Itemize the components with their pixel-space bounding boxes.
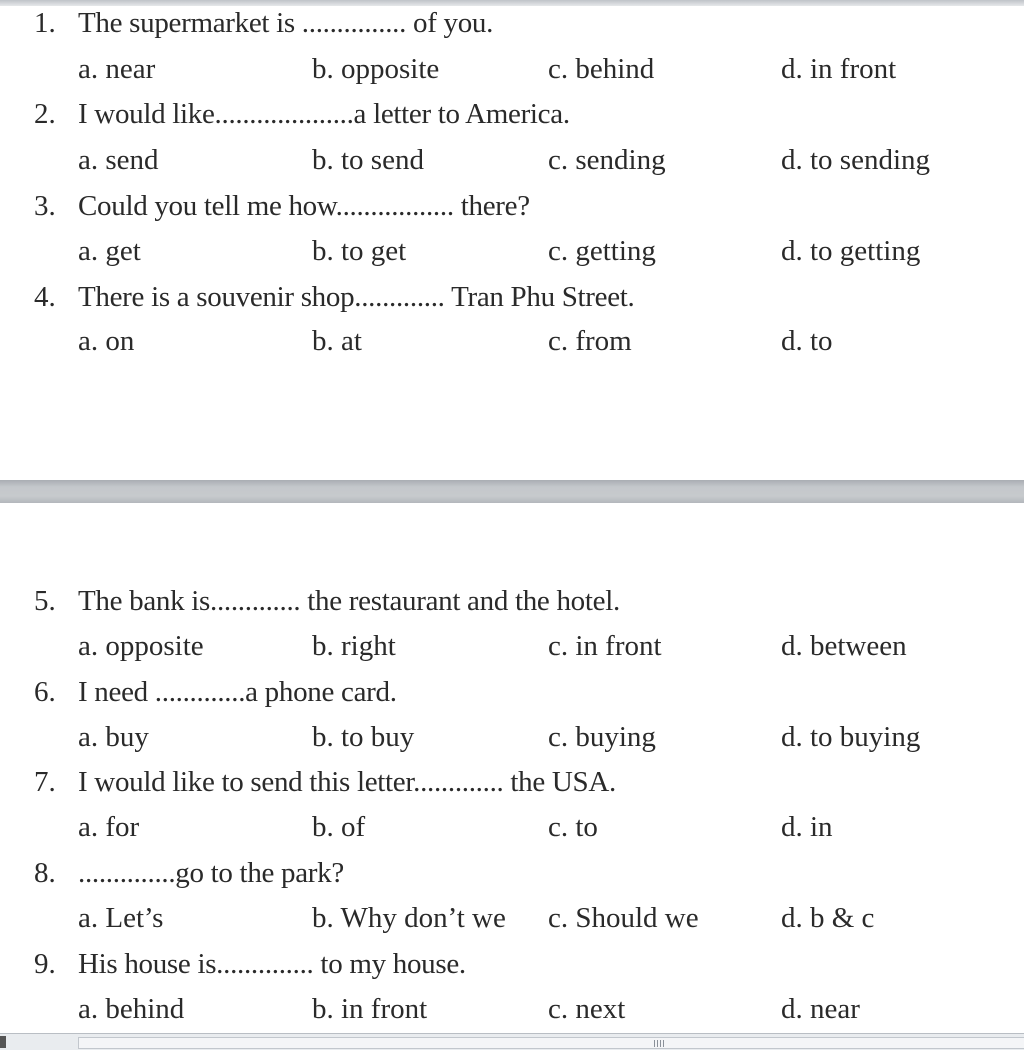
question-2 xyxy=(0,94,1024,134)
question-9 xyxy=(0,944,1024,984)
options-row-2 xyxy=(0,140,1024,180)
question-number: 5. xyxy=(34,585,56,617)
option-d: d. between xyxy=(781,630,907,662)
left-margin-marker xyxy=(0,1036,6,1048)
option-a: a. near xyxy=(78,53,156,85)
option-b: b. of xyxy=(312,811,366,843)
question-text: I would like to send this letter............. the USA. xyxy=(78,766,616,798)
option-c: c. to xyxy=(548,811,598,843)
option-c: c. in front xyxy=(548,630,662,662)
option-a: a. buy xyxy=(78,721,149,753)
option-a: a. Let’s xyxy=(78,902,164,934)
option-b: b. right xyxy=(312,630,396,662)
options-row-3 xyxy=(0,231,1024,271)
option-a: a. opposite xyxy=(78,630,204,662)
question-text: There is a souvenir shop............. Tran Phu Street. xyxy=(78,281,635,313)
question-number: 9. xyxy=(34,948,56,980)
option-c: c. sending xyxy=(548,144,666,176)
question-text: The bank is............. the restaurant and the hotel. xyxy=(78,585,620,617)
options-row-8 xyxy=(0,898,1024,938)
option-a: a. send xyxy=(78,144,159,176)
option-d: d. to buying xyxy=(781,721,921,753)
page-break-gap xyxy=(0,480,1024,503)
question-number: 4. xyxy=(34,281,56,313)
question-4 xyxy=(0,277,1024,317)
question-text: His house is.............. to my house. xyxy=(78,948,466,980)
option-d: d. to getting xyxy=(781,235,921,267)
options-row-5 xyxy=(0,626,1024,666)
question-text: ..............go to the park? xyxy=(78,857,344,889)
option-b: b. in front xyxy=(312,993,428,1025)
option-d: d. b & c xyxy=(781,902,875,934)
option-c: c. buying xyxy=(548,721,656,753)
option-c: c. behind xyxy=(548,53,655,85)
option-d: d. in xyxy=(781,811,833,843)
options-row-9 xyxy=(0,989,1024,1029)
question-number: 8. xyxy=(34,857,56,889)
option-b: b. to send xyxy=(312,144,424,176)
options-row-6 xyxy=(0,717,1024,757)
option-d: d. in front xyxy=(781,53,897,85)
question-number: 1. xyxy=(34,7,56,39)
question-text: Could you tell me how................. there? xyxy=(78,190,530,222)
question-7 xyxy=(0,762,1024,802)
option-a: a. for xyxy=(78,811,140,843)
question-number: 2. xyxy=(34,98,56,130)
question-8 xyxy=(0,853,1024,893)
option-a: a. behind xyxy=(78,993,185,1025)
options-row-4 xyxy=(0,321,1024,361)
scrollbar-grip-icon[interactable] xyxy=(654,1040,666,1047)
options-row-7 xyxy=(0,807,1024,847)
question-number: 6. xyxy=(34,676,56,708)
question-number: 3. xyxy=(34,190,56,222)
options-row-1 xyxy=(0,49,1024,89)
option-b: b. Why don’t we xyxy=(312,902,506,934)
question-1 xyxy=(0,3,1024,43)
option-c: c. from xyxy=(548,325,632,357)
question-text: I would like....................a letter to America. xyxy=(78,98,570,130)
bottom-scroll-area xyxy=(0,1033,1024,1050)
option-c: c. next xyxy=(548,993,626,1025)
option-d: d. to xyxy=(781,325,833,357)
question-6 xyxy=(0,672,1024,712)
question-number: 7. xyxy=(34,766,56,798)
question-3 xyxy=(0,186,1024,226)
option-b: b. at xyxy=(312,325,362,357)
question-text: I need .............a phone card. xyxy=(78,676,397,708)
option-b: b. to buy xyxy=(312,721,415,753)
horizontal-scrollbar[interactable] xyxy=(78,1037,1024,1049)
option-b: b. to get xyxy=(312,235,407,267)
option-d: d. near xyxy=(781,993,860,1025)
option-a: a. get xyxy=(78,235,141,267)
option-c: c. getting xyxy=(548,235,656,267)
question-text: The supermarket is ............... of you. xyxy=(78,7,494,39)
option-d: d. to sending xyxy=(781,144,931,176)
option-c: c. Should we xyxy=(548,902,699,934)
option-b: b. opposite xyxy=(312,53,440,85)
option-a: a. on xyxy=(78,325,135,357)
question-5 xyxy=(0,581,1024,621)
